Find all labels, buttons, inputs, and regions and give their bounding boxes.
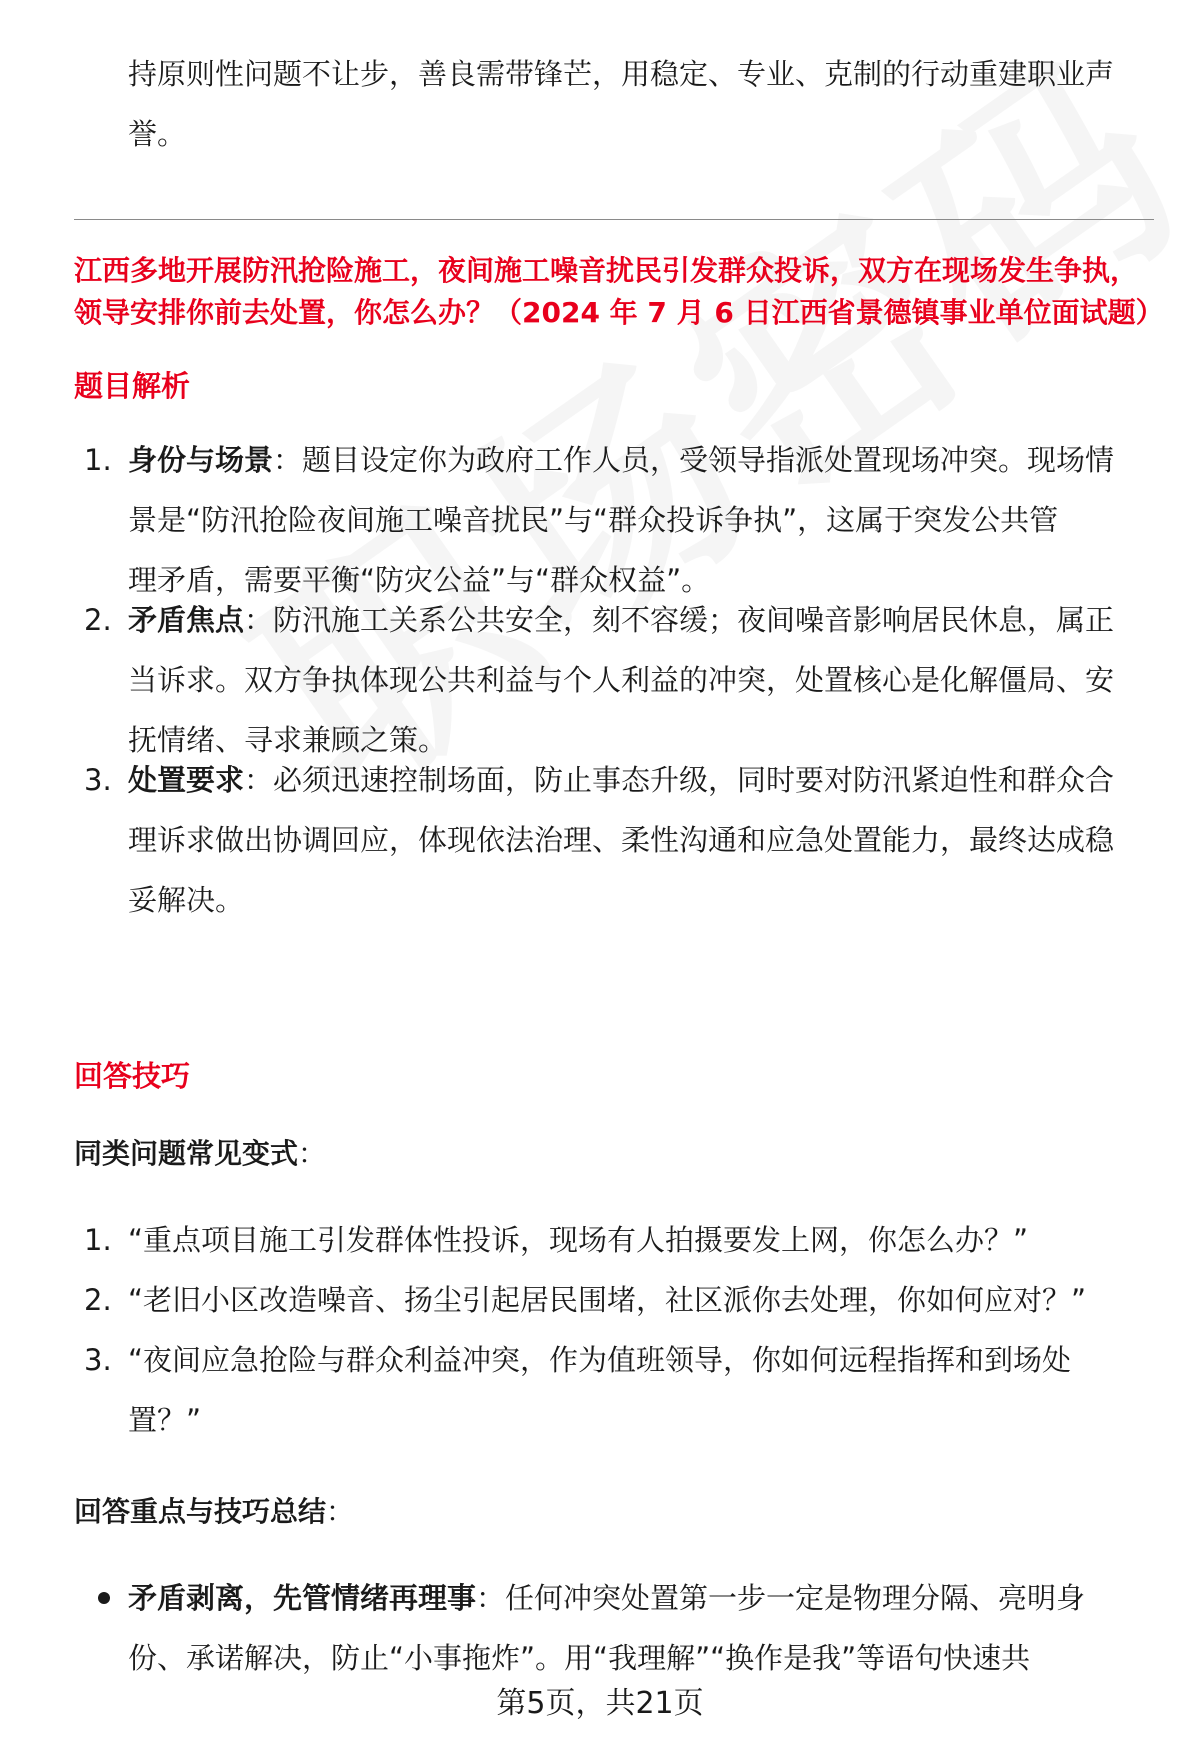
variants-heading-label: 同类问题常见变式 (74, 1137, 299, 1170)
analysis-item-3-line-2: 理诉求做出协调回应，体现依法治理、柔性沟通和应急处置能力，最终达成稳 (128, 823, 1115, 857)
summary-bullet-1-line-2: 份、承诺解决，防止“小事拖炸”。用“我理解”“换作是我”等语句快速共 (128, 1641, 1031, 1675)
question-title: 江西多地开展防汛抢险施工，夜间施工噪音扰民引发群众投诉，双方在现场发生争执，领导安排你前去处置，你怎么办？（2024 年 7 月 6 日江西省景德镇事业单位面试题） (74, 254, 1164, 329)
analysis-item-2 (128, 590, 1154, 770)
intro-line-1: 持原则性问题不让步，善良需带锋芒，用稳定、专业、克制的行动重建职业声 (128, 57, 1115, 91)
analysis-item-2-line-3: 抚情绪、寻求兼顾之策。 (128, 723, 448, 757)
summary-heading-label: 回答重点与技巧总结 (74, 1495, 327, 1528)
intro-line-2: 誉。 (128, 117, 187, 151)
tips-heading: 回答技巧 (74, 1059, 191, 1093)
variant-1: “重点项目施工引发群体性投诉，现场有人拍摄要发上网，你怎么办？” (128, 1223, 1029, 1257)
variant-2-number: 2. (84, 1283, 112, 1317)
variant-3-line-2: 置？” (128, 1403, 202, 1437)
summary-heading-colon: ： (326, 1495, 355, 1528)
analysis-item-3-number: 3. (84, 763, 112, 797)
section-divider (74, 219, 1154, 220)
variant-2: “老旧小区改造噪音、扬尘引起居民围堵，社区派你去处理，你如何应对？” (128, 1283, 1087, 1317)
summary-bullet-1 (128, 1568, 1154, 1688)
summary-heading (74, 1490, 354, 1530)
analysis-item-3 (128, 750, 1154, 930)
analysis-item-3-first: ：必须迅速控制场面，防止事态升级，同时要对防汛紧迫性和群众合 (244, 763, 1115, 797)
analysis-item-3-line-3: 妥解决。 (128, 883, 245, 917)
analysis-item-2-title: 矛盾焦点 (128, 603, 245, 637)
bullet-dot-icon (98, 1592, 110, 1604)
analysis-item-1-line-3: 理矛盾，需要平衡“防灾公益”与“群众权益”。 (128, 563, 711, 597)
summary-bullet-1-title: 矛盾剥离，先管情绪再理事 (128, 1581, 477, 1615)
analysis-heading: 题目解析 (74, 369, 191, 403)
analysis-item-1-title: 身份与场景 (128, 443, 274, 477)
summary-bullet-1-first: ：任何冲突处置第一步一定是物理分隔、亮明身 (476, 1581, 1086, 1615)
variant-3-line-1: “夜间应急抢险与群众利益冲突，作为值班领导，你如何远程指挥和到场处 (128, 1343, 1072, 1377)
analysis-item-2-number: 2. (84, 603, 112, 637)
variants-heading-colon: ： (298, 1137, 327, 1170)
variant-3-number: 3. (84, 1343, 112, 1377)
analysis-item-3-title: 处置要求 (128, 763, 245, 797)
analysis-item-2-line-2: 当诉求。双方争执体现公共利益与个人利益的冲突，处置核心是化解僵局、安 (128, 663, 1115, 697)
analysis-item-1-first: ：题目设定你为政府工作人员，受领导指派处置现场冲突。现场情 (273, 443, 1115, 477)
analysis-item-1-number: 1. (84, 443, 112, 477)
analysis-item-1 (128, 430, 1154, 610)
variant-1-number: 1. (84, 1223, 112, 1257)
page-number: 第5页，共21页 (496, 1686, 704, 1721)
variant-3 (128, 1330, 1154, 1450)
variants-heading (74, 1132, 326, 1172)
analysis-item-2-first: ：防汛施工关系公共安全，刻不容缓；夜间噪音影响居民休息，属正 (244, 603, 1115, 637)
intro-paragraph (128, 44, 1154, 164)
analysis-item-1-line-2: 景是“防汛抢险夜间施工噪音扰民”与“群众投诉争执”，这属于突发公共管 (128, 503, 1059, 537)
